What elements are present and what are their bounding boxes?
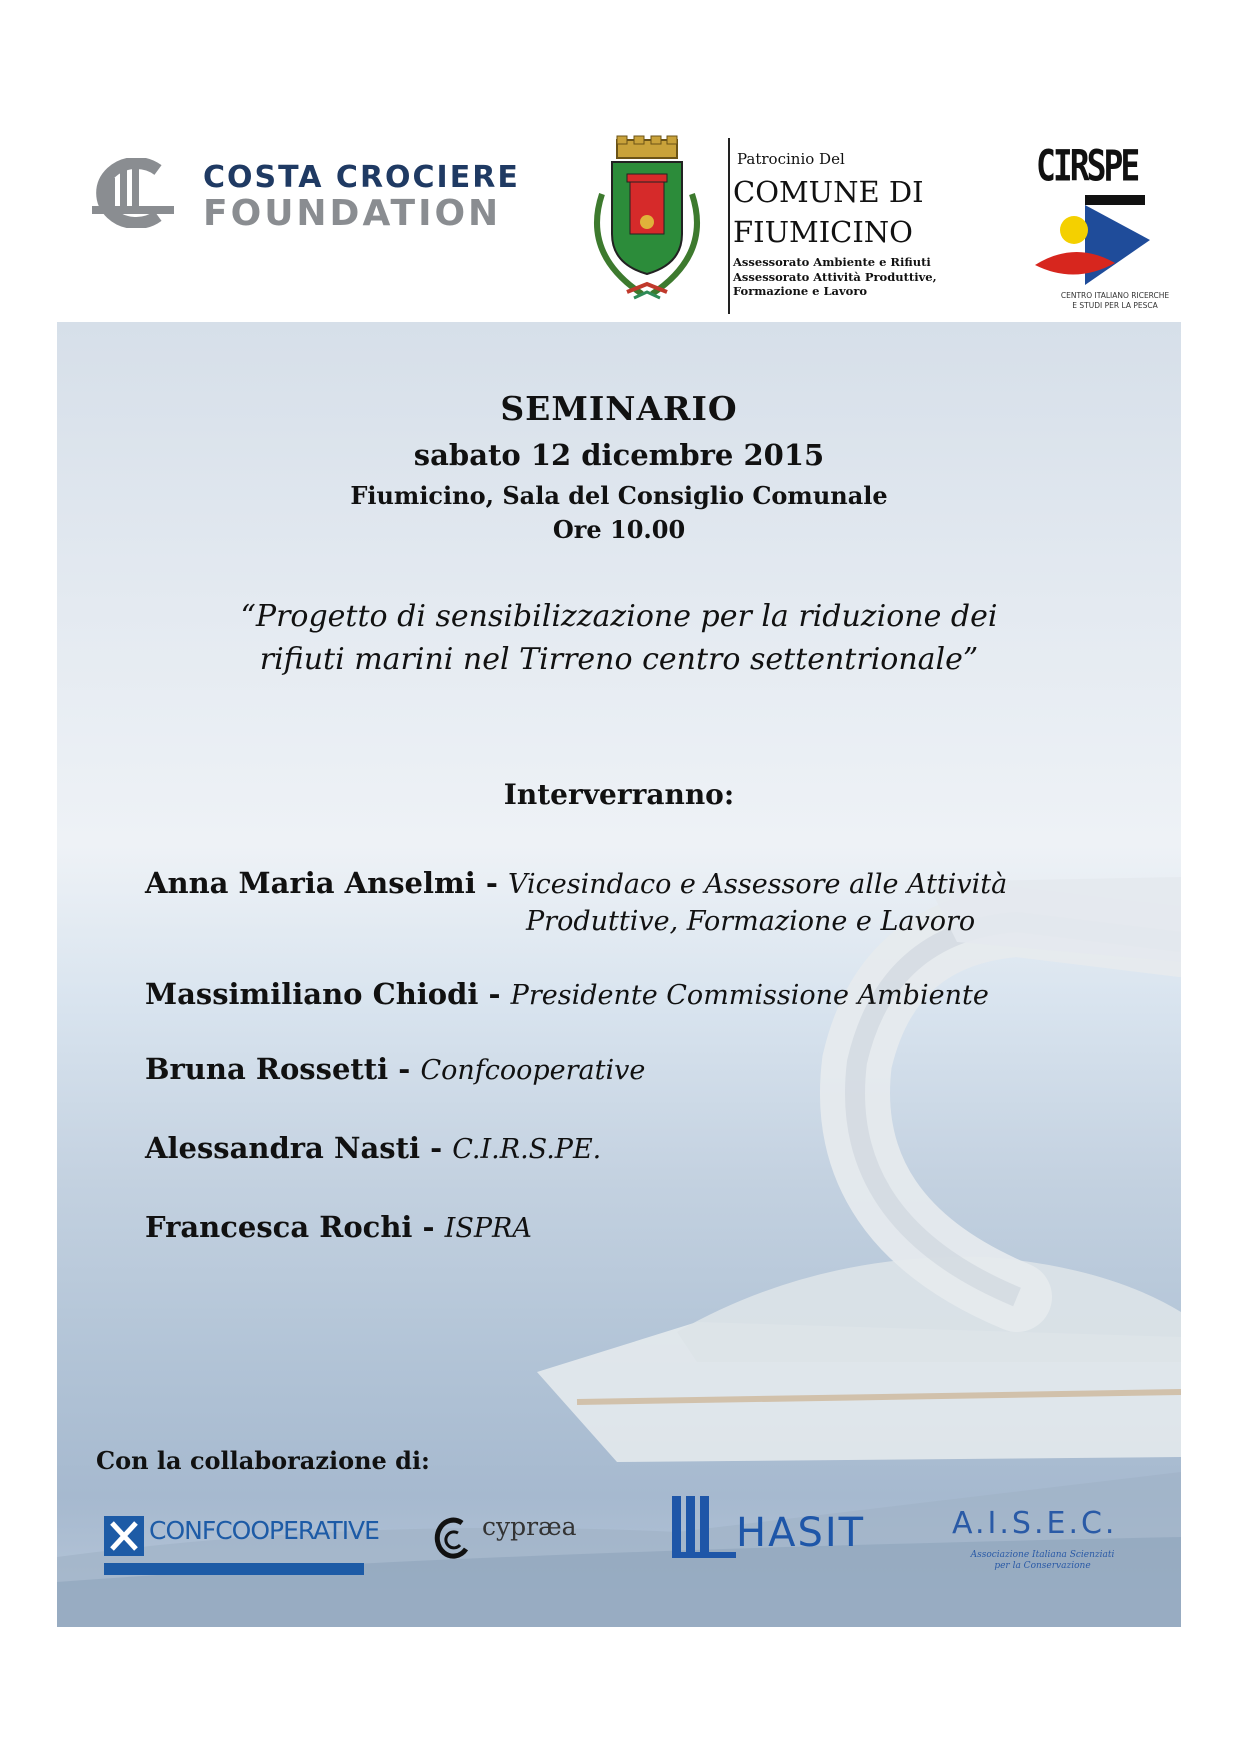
comune-divider <box>728 138 730 314</box>
comune-name-line2: FIUMICINO <box>733 215 913 249</box>
cirspe-sub-line2: E STUDI PER LA PESCA <box>1072 301 1158 310</box>
cirspe-sub-line1: CENTRO ITALIANO RICERCHE <box>1060 291 1170 300</box>
assessorato-formazione: Formazione e Lavoro <box>733 284 868 298</box>
speaker-role: Confcooperative <box>420 1055 646 1086</box>
speaker-separator: - <box>475 866 508 900</box>
speaker-role-continued: Produttive, Formazione e Lavoro <box>526 906 976 937</box>
cypraea-name: cypræa <box>482 1512 577 1541</box>
speaker-role: Presidente Commissione Ambiente <box>510 980 989 1011</box>
speaker-row <box>145 1210 532 1244</box>
event-place: Fiumicino, Sala del Consiglio Comunale <box>350 481 888 510</box>
assessorati-list <box>733 255 973 299</box>
aisec-subtitle <box>950 1550 1135 1572</box>
fiumicino-crest-icon <box>572 134 722 314</box>
speaker-row <box>145 866 1007 900</box>
event-date: sabato 12 dicembre 2015 <box>413 438 825 472</box>
assessorato-attivita: Assessorato Attività Produttive, <box>733 269 937 284</box>
speaker-role: C.I.R.S.PE. <box>452 1134 602 1165</box>
speaker-row <box>145 1131 601 1165</box>
hasit-name: HASIT <box>736 1510 866 1556</box>
costa-crociere-name: COSTA CROCIERE <box>203 160 520 195</box>
speaker-separator: - <box>478 977 511 1011</box>
comune-name-line1: COMUNE DI <box>733 175 924 209</box>
speaker-role: Vicesindaco e Assessore alle Attività <box>507 869 1008 900</box>
patrocinio-label: Patrocinio Del <box>737 150 845 168</box>
cirspe-title: CIRSPE <box>1036 140 1138 191</box>
costa-crociere-logo-mark <box>88 158 178 228</box>
speaker-separator: - <box>388 1052 421 1086</box>
aisec-name: A.I.S.E.C. <box>952 1506 1118 1541</box>
speaker-role: ISPRA <box>444 1213 532 1244</box>
project-title-line1: “Progetto di sensibilizzazione per la riduzione dei <box>240 599 998 634</box>
speaker-separator: - <box>419 1131 453 1165</box>
speaker-name: Massimiliano Chiodi <box>145 977 479 1011</box>
speaker-name: Anna Maria Anselmi <box>145 866 476 900</box>
assessorato-ambiente: Assessorato Ambiente e Rifiuti <box>733 255 931 269</box>
event-heading: SEMINARIO <box>500 389 738 428</box>
comune-name <box>733 172 973 252</box>
hasit-logo-icon <box>670 1496 736 1562</box>
speaker-row <box>145 977 989 1011</box>
confcooperative-name: CONFCOOPERATIVE <box>149 1516 379 1545</box>
speaker-name: Alessandra Nasti <box>145 1131 420 1165</box>
cypraea-logo-icon <box>432 1515 474 1561</box>
cirspe-subtitle <box>1060 291 1170 311</box>
project-title-line2: rifiuti marini nel Tirreno centro settentrionale” <box>259 642 979 677</box>
aisec-sub-line1: Associazione Italiana Scienziati <box>970 1550 1115 1560</box>
project-title <box>57 595 1181 681</box>
event-time: Ore 10.00 <box>552 515 686 544</box>
costa-foundation-name: FOUNDATION <box>203 193 502 234</box>
speaker-name: Francesca Rochi <box>145 1210 413 1244</box>
collaboration-heading: Con la collaborazione di: <box>96 1446 430 1475</box>
speaker-row <box>145 1052 645 1086</box>
aisec-sub-line2: per la Conservazione <box>994 1561 1091 1571</box>
speaker-separator: - <box>412 1210 445 1244</box>
speakers-heading: Interverranno: <box>503 778 735 811</box>
speaker-name: Bruna Rossetti <box>145 1052 389 1086</box>
